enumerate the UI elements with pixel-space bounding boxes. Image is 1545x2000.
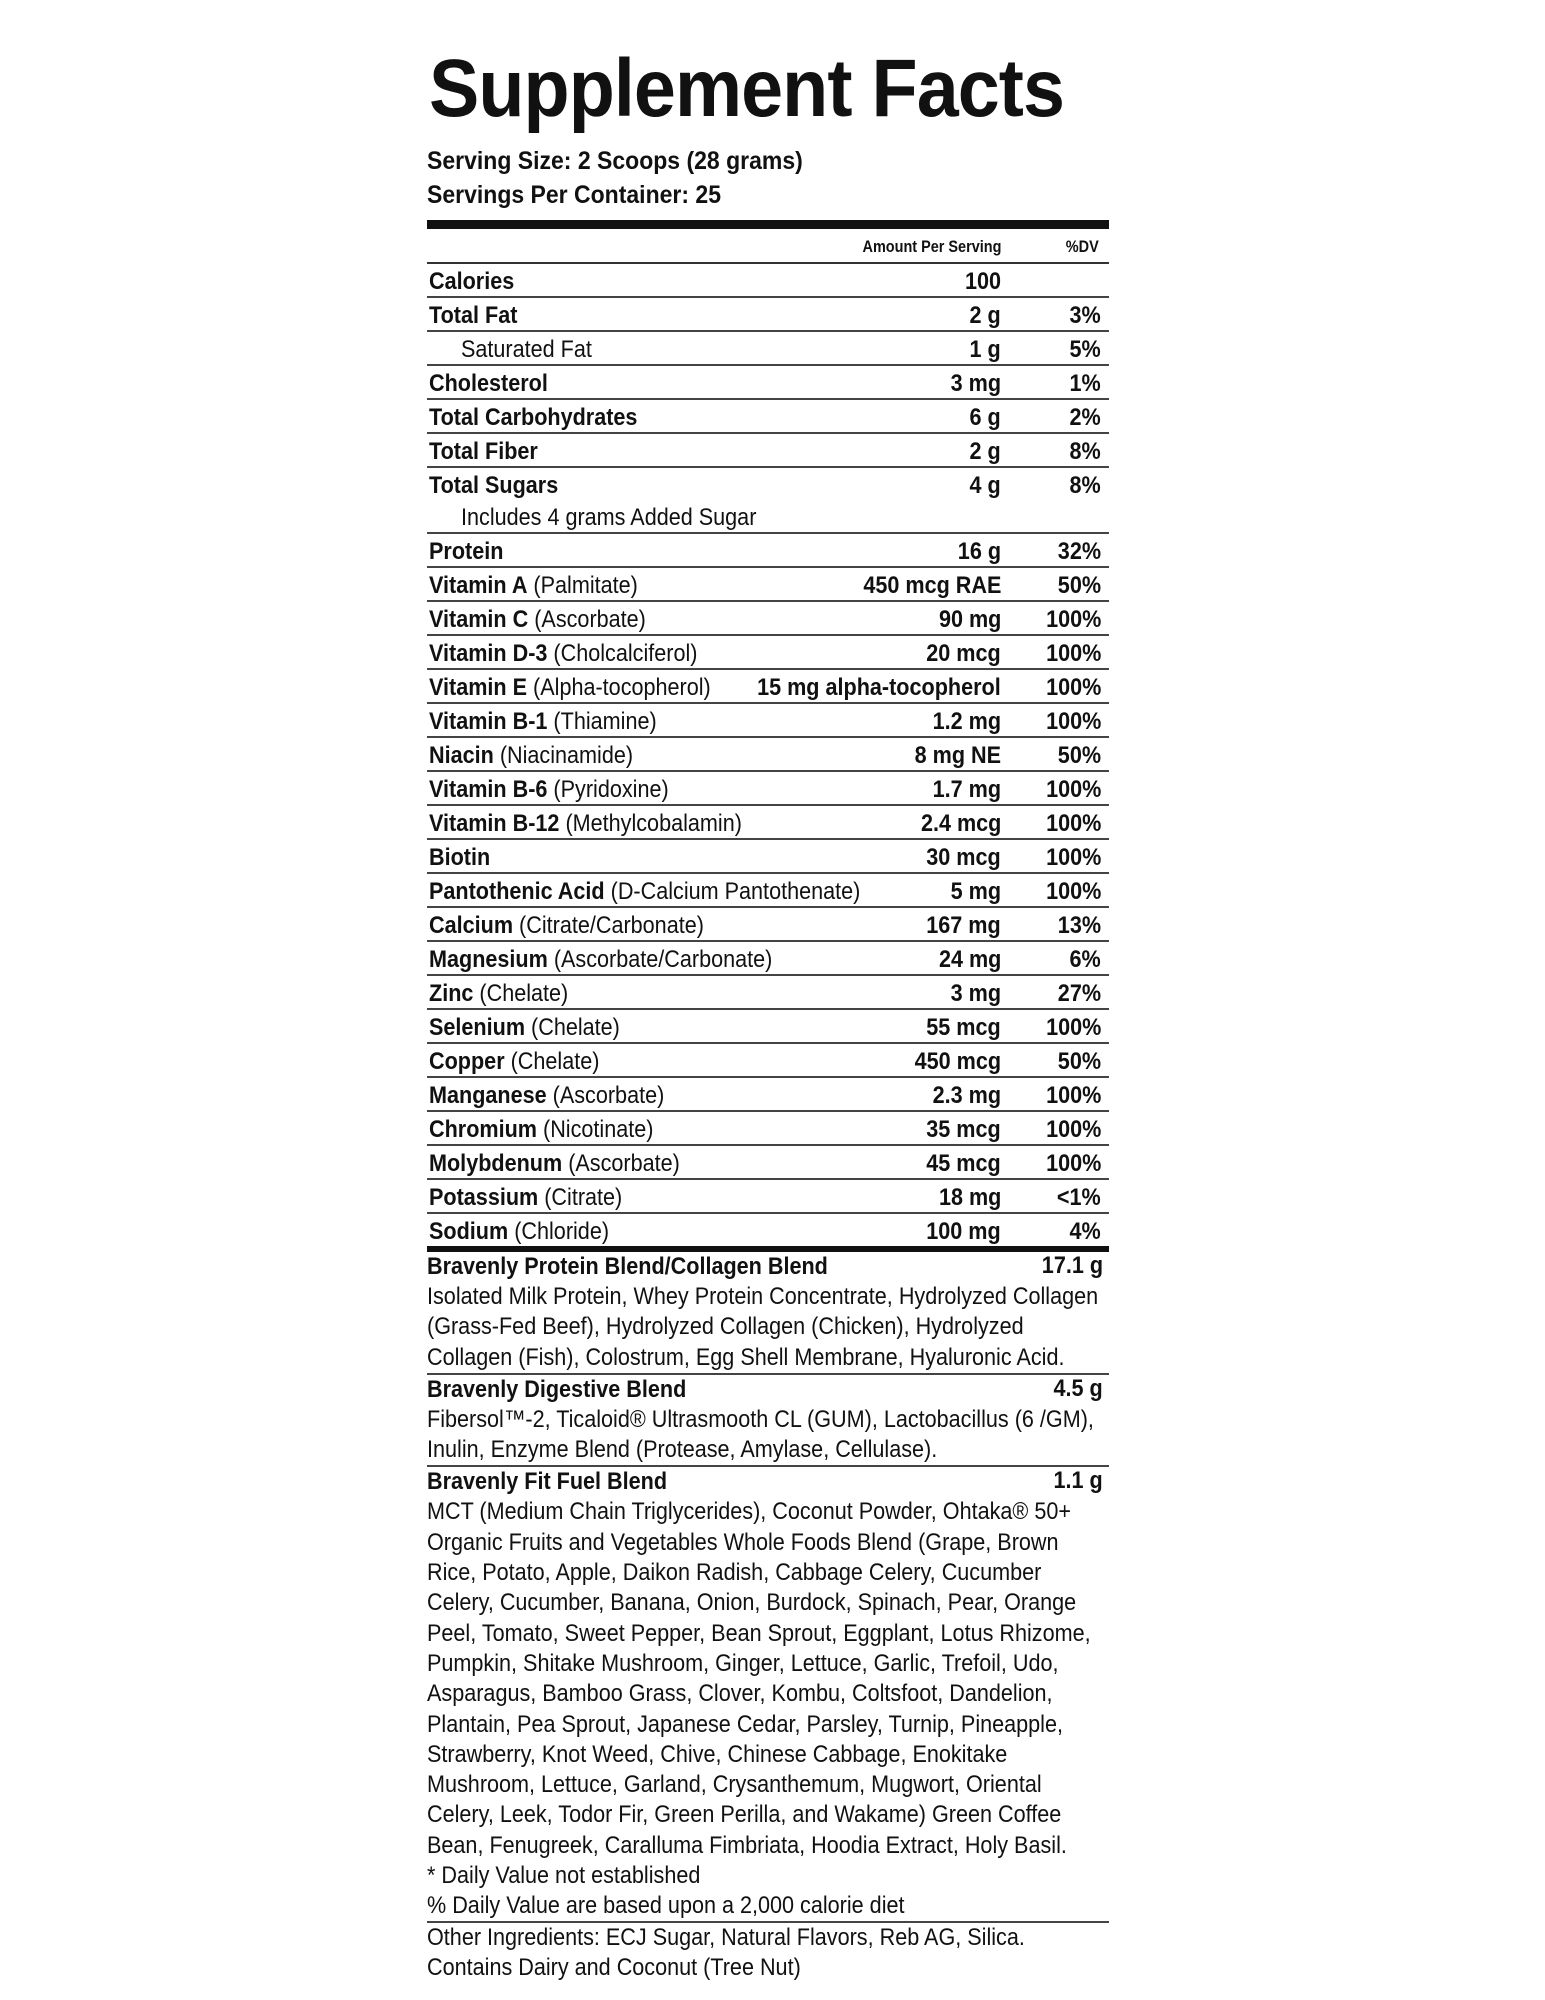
nutrient-dv: 100% [1045, 1082, 1101, 1109]
nutrient-dv: 27% [1057, 980, 1101, 1007]
dv-header: %DV [1066, 237, 1099, 256]
nutrient-row [427, 1180, 1109, 1214]
nutrient-label: Cholesterol [429, 370, 548, 397]
nutrient-label: Includes 4 grams Added Sugar [461, 504, 757, 531]
other-ingredients: Other Ingredients: ECJ Sugar, Natural Flavors, Reb AG, Silica. [427, 1924, 1025, 1952]
supplement-facts-panel [427, 38, 1117, 1983]
nutrient-name [429, 470, 558, 502]
nutrient-dv: 13% [1057, 912, 1101, 939]
nutrient-label: Niacin [429, 742, 494, 769]
nutrient-amount: 100 mg [926, 1218, 1001, 1245]
nutrient-dv: 50% [1057, 742, 1101, 769]
nutrient-table [427, 264, 1117, 1246]
nutrient-name [429, 944, 772, 976]
blend-ingredients: Isolated Milk Protein, Whey Protein Concentrate, Hydrolyzed Collagen (Grass-Fed Beef), Hydrolyzed Collagen (Chicken), Hydrolyzed Collagen (Fish), Colostrum, Egg Shell Membrane, Hyaluronic Acid. [427, 1283, 1099, 1371]
serving-size: Serving Size: 2 Scoops (28 grams) [427, 147, 803, 175]
nutrient-dv: <1% [1057, 1184, 1101, 1211]
nutrient-amount: 45 mcg [926, 1150, 1001, 1177]
nutrient-label: Total Fiber [429, 438, 538, 465]
blend-list [427, 1252, 1117, 1861]
nutrient-row [427, 568, 1109, 602]
nutrient-source: (Citrate/Carbonate) [513, 912, 704, 939]
nutrient-amount: 2.4 mcg [920, 810, 1001, 837]
nutrient-row [427, 636, 1109, 670]
nutrient-source: (Niacinamide) [493, 742, 634, 769]
nutrient-source: (Chelate) [504, 1048, 600, 1075]
nutrient-dv: 50% [1057, 1048, 1101, 1075]
nutrient-amount: 1.2 mg [932, 708, 1001, 735]
nutrient-row [427, 908, 1109, 942]
nutrient-amount: 2.3 mg [932, 1082, 1001, 1109]
blend-ingredients: MCT (Medium Chain Triglycerides), Coconut Powder, Ohtaka® 50+ Organic Fruits and Vegetables Whole Foods Blend (Grape, Brown Rice, Potato, Apple, Daikon Radish, Cabbage Celery, Cucumber Celery, Cucumber, Banana, Onion, Burdock, Spinach, Pear, Orange Peel, Tomato, Sweet Pepper, Bean Sprout, Eggplant, Lotus Rhizome, Pumpkin, Shitake Mushroom, Ginger, Lettuce, Garlic, Trefoil, Udo, Asparagus, Bamboo Grass, Clover, Kombu, Coltsfoot, Dandelion, Plantain, Pea Sprout, Japanese Cedar, Parsley, Turnip, Pineapple, Strawberry, Knot Weed, Chive, Chinese Cabbage, Enokitake Mushroom, Lettuce, Garland, Crysanthemum, Mugwort, Oriental Celery, Leek, Todor Fir, Green Perilla, and Wakame) Green Coffee Bean, Fenugreek, Caralluma Fimbriata, Hoodia Extract, Holy Basil. [427, 1498, 1091, 1859]
nutrient-source: (Chloride) [508, 1218, 610, 1245]
nutrient-label: Calories [429, 268, 515, 295]
nutrient-label: Pantothenic Acid [429, 878, 605, 905]
nutrient-row [427, 1146, 1109, 1180]
nutrient-row [427, 366, 1109, 400]
nutrient-amount: 1.7 mg [932, 776, 1001, 803]
nutrient-name [429, 978, 568, 1010]
nutrient-name [429, 1216, 609, 1248]
nutrient-name [429, 436, 538, 468]
nutrient-dv: 32% [1057, 538, 1101, 565]
nutrient-name [429, 910, 704, 942]
nutrient-row [427, 942, 1109, 976]
blend-amount: 1.1 g [1053, 1467, 1103, 1495]
nutrient-amount: 55 mcg [926, 1014, 1001, 1041]
nutrient-label: Total Carbohydrates [429, 404, 638, 431]
nutrient-dv: 100% [1045, 1150, 1101, 1177]
nutrient-dv: 100% [1045, 708, 1101, 735]
blend-ingredients: Fibersol™-2, Ticaloid® Ultrasmooth CL (GUM), Lactobacillus (6 /GM), Inulin, Enzyme Blend (Protease, Amylase, Cellulase). [427, 1405, 1094, 1464]
nutrient-row [427, 264, 1109, 298]
nutrient-label: Total Fat [429, 302, 518, 329]
nutrient-name [429, 1114, 653, 1146]
nutrient-row [427, 772, 1109, 806]
nutrient-dv: 8% [1069, 472, 1101, 499]
nutrient-dv: 4% [1069, 1218, 1101, 1245]
nutrient-row [427, 500, 1109, 534]
nutrient-name [429, 1182, 622, 1214]
nutrient-source: (Nicotinate) [537, 1116, 654, 1143]
nutrient-row [427, 534, 1109, 568]
nutrient-row [427, 1010, 1109, 1044]
blend-name: Bravenly Protein Blend/Collagen Blend [427, 1253, 828, 1280]
nutrient-dv: 100% [1045, 674, 1101, 701]
blend-section [427, 1467, 1109, 1861]
nutrient-label: Molybdenum [429, 1150, 563, 1177]
nutrient-label: Biotin [429, 844, 491, 871]
blend-section [427, 1252, 1109, 1373]
nutrient-row [427, 670, 1109, 704]
nutrient-label: Zinc [429, 980, 474, 1007]
nutrient-amount: 450 mcg RAE [862, 572, 1001, 599]
blend-name: Bravenly Fit Fuel Blend [427, 1468, 668, 1496]
nutrient-label: Vitamin B-6 [429, 776, 548, 803]
nutrient-dv: 50% [1057, 572, 1101, 599]
nutrient-label: Vitamin C [429, 606, 529, 633]
nutrient-source: (Thiamine) [547, 708, 657, 735]
nutrient-name [429, 808, 742, 840]
nutrient-source: (Cholcalciferol) [547, 640, 698, 667]
nutrient-dv: 5% [1069, 336, 1101, 363]
nutrient-name [429, 740, 633, 772]
nutrient-name [461, 334, 592, 366]
nutrient-dv: 100% [1045, 640, 1101, 667]
nutrient-dv: 100% [1045, 844, 1101, 871]
nutrient-name [429, 1012, 620, 1044]
nutrient-source: (Chelate) [473, 980, 569, 1007]
nutrient-source: (Ascorbate) [546, 1082, 665, 1109]
nutrient-label: Selenium [429, 1014, 526, 1041]
nutrient-row [427, 298, 1109, 332]
amount-header: Amount Per Serving [862, 237, 1001, 256]
blend-section [427, 1375, 1109, 1466]
nutrient-amount: 2 g [969, 438, 1001, 465]
nutrient-name [429, 638, 697, 670]
nutrient-amount: 35 mcg [926, 1116, 1001, 1143]
nutrient-amount: 90 mg [938, 606, 1001, 633]
nutrient-dv: 2% [1069, 404, 1101, 431]
nutrient-source: (Ascorbate) [528, 606, 646, 633]
nutrient-row [427, 704, 1109, 738]
nutrient-name [429, 536, 503, 568]
nutrient-label: Saturated Fat [461, 336, 592, 363]
nutrient-label: Chromium [429, 1116, 537, 1143]
blend-amount: 4.5 g [1053, 1374, 1103, 1402]
nutrient-dv: 6% [1069, 946, 1101, 973]
nutrient-amount: 3 mg [950, 370, 1001, 397]
nutrient-name [429, 774, 669, 806]
column-header [427, 229, 1109, 262]
nutrient-label: Protein [429, 538, 504, 565]
nutrient-amount: 6 g [969, 404, 1001, 431]
nutrient-dv: 100% [1045, 606, 1101, 633]
nutrient-label: Copper [429, 1048, 505, 1075]
nutrient-amount: 16 g [957, 538, 1001, 565]
nutrient-name [429, 1046, 599, 1078]
nutrient-name [461, 502, 756, 534]
blend-name: Bravenly Digestive Blend [427, 1375, 687, 1403]
nutrient-name [429, 570, 638, 602]
nutrient-amount: 20 mcg [926, 640, 1001, 667]
nutrient-amount: 4 g [969, 472, 1001, 499]
nutrient-row [427, 738, 1109, 772]
nutrient-amount: 15 mg alpha-tocopherol [757, 674, 1001, 701]
nutrient-source: (D-Calcium Pantothenate) [604, 878, 861, 905]
nutrient-source: (Chelate) [525, 1014, 620, 1041]
nutrient-name [429, 604, 646, 636]
nutrient-amount: 5 mg [950, 878, 1001, 905]
nutrient-row [427, 874, 1109, 908]
nutrient-name [429, 876, 860, 908]
nutrient-dv: 100% [1045, 810, 1101, 837]
nutrient-row [427, 1044, 1109, 1078]
servings-per-container: Servings Per Container: 25 [427, 181, 721, 209]
nutrient-source: (Alpha-tocopherol) [527, 674, 711, 701]
blend-amount: 17.1 g [1041, 1252, 1103, 1279]
nutrient-source: (Methylcobalamin) [559, 810, 742, 837]
nutrient-amount: 30 mcg [926, 844, 1001, 871]
nutrient-row [427, 332, 1109, 366]
nutrient-label: Vitamin B-1 [429, 708, 548, 735]
nutrient-dv: 100% [1045, 776, 1101, 803]
nutrient-row [427, 1112, 1109, 1146]
nutrient-source: (Citrate) [538, 1184, 623, 1211]
nutrient-dv: 8% [1069, 438, 1101, 465]
nutrient-amount: 18 mg [938, 1184, 1001, 1211]
nutrient-row [427, 1078, 1109, 1112]
nutrient-source: (Ascorbate/Carbonate) [547, 946, 773, 973]
nutrient-label: Vitamin A [429, 572, 528, 599]
nutrient-row [427, 400, 1109, 434]
nutrient-label: Vitamin D-3 [429, 640, 548, 667]
allergen-statement: Contains Dairy and Coconut (Tree Nut) [427, 1954, 801, 1982]
nutrient-label: Manganese [429, 1082, 547, 1109]
nutrient-label: Vitamin B-12 [429, 810, 560, 837]
nutrient-dv: 100% [1045, 878, 1101, 905]
nutrient-label: Magnesium [429, 946, 548, 973]
nutrient-source: (Pyridoxine) [547, 776, 669, 803]
nutrient-label: Potassium [429, 1184, 539, 1211]
nutrient-name [429, 300, 517, 332]
nutrient-row [427, 1214, 1109, 1246]
footnote-dv-not-established: * Daily Value not established [427, 1862, 701, 1890]
nutrient-name [429, 672, 711, 704]
nutrient-name [429, 1148, 680, 1180]
footnote-dv-basis: % Daily Value are based upon a 2,000 calorie diet [427, 1892, 905, 1920]
nutrient-amount: 1 g [969, 336, 1001, 363]
nutrient-name [429, 368, 548, 400]
nutrient-row [427, 602, 1109, 636]
nutrient-dv: 3% [1069, 302, 1101, 329]
nutrient-amount: 100 [964, 268, 1001, 295]
nutrient-amount: 167 mg [926, 912, 1001, 939]
nutrient-row [427, 468, 1109, 500]
nutrient-dv: 100% [1045, 1014, 1101, 1041]
nutrient-amount: 2 g [969, 302, 1001, 329]
nutrient-amount: 450 mcg [914, 1048, 1001, 1075]
nutrient-name [429, 842, 490, 874]
nutrient-dv: 1% [1069, 370, 1101, 397]
nutrient-label: Vitamin E [429, 674, 528, 701]
nutrient-row [427, 840, 1109, 874]
panel-title: Supplement Facts [429, 43, 1065, 134]
nutrient-name [429, 266, 514, 298]
thick-divider [427, 220, 1109, 229]
nutrient-name [429, 402, 637, 434]
nutrient-dv: 100% [1045, 1116, 1101, 1143]
nutrient-row [427, 806, 1109, 840]
nutrient-name [429, 706, 657, 738]
nutrient-source: (Palmitate) [527, 572, 638, 599]
nutrient-label: Calcium [429, 912, 514, 939]
nutrient-amount: 24 mg [938, 946, 1001, 973]
nutrient-label: Sodium [429, 1218, 509, 1245]
nutrient-name [429, 1080, 664, 1112]
nutrient-amount: 3 mg [950, 980, 1001, 1007]
nutrient-row [427, 976, 1109, 1010]
nutrient-label: Total Sugars [429, 472, 559, 499]
nutrient-amount: 8 mg NE [914, 742, 1001, 769]
nutrient-row [427, 434, 1109, 468]
nutrient-source: (Ascorbate) [562, 1150, 680, 1177]
